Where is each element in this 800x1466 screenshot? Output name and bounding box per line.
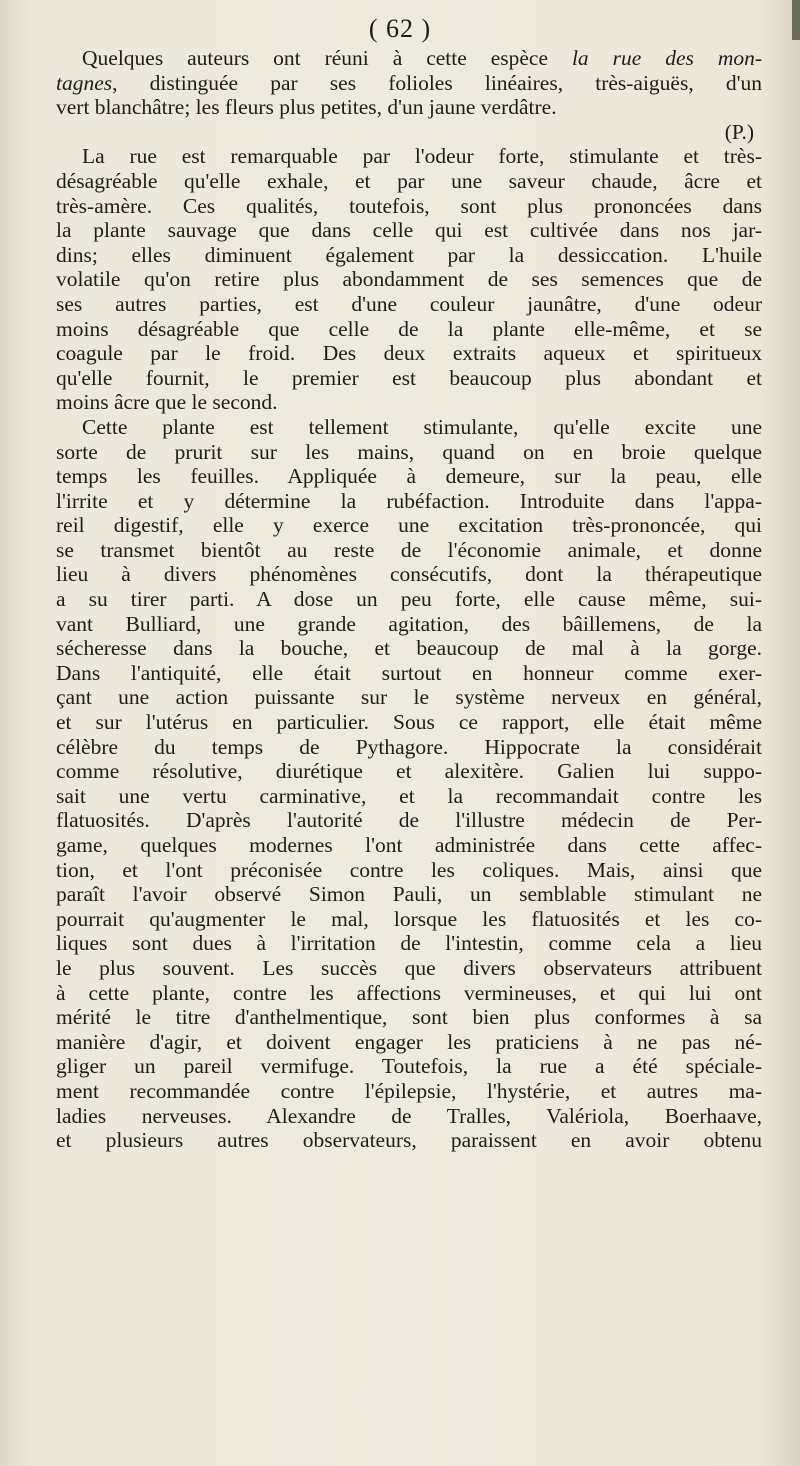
text-line: dins; elles diminuent également par la dessiccation. L'huile: [56, 242, 762, 267]
text-line: le plus souvent. Les succès que divers observateurs attribuent: [56, 955, 762, 980]
text-line: à cette plante, contre les affections vermineuses, et qui lui ont: [56, 980, 762, 1005]
text-line: gliger un pareil vermifuge. Toutefois, la rue a été spéciale-: [56, 1054, 762, 1079]
text-line: tion, et l'ont préconisée contre les coliques. Mais, ainsi que: [56, 857, 762, 882]
text-line: vant Bulliard, une grande agitation, des bâillemens, de la: [56, 611, 762, 636]
text-line: La rue est remarquable par l'odeur forte, stimulante et très-: [82, 144, 762, 169]
text-line: game, quelques modernes l'ont administrée dans cette affec-: [56, 833, 762, 857]
text-line: célèbre du temps de Pythagore. Hippocrate la considérait: [56, 734, 762, 759]
text-line: lieu à divers phénomènes consécutifs, dont la thérapeutique: [56, 562, 762, 587]
text-line: tagnes, distinguée par ses folioles linéaires, très-aiguës, d'un: [56, 70, 762, 95]
text-line: Cette plante est tellement stimulante, qu'elle excite une: [82, 414, 762, 439]
text-line: ses autres parties, est d'une couleur jaunâtre, d'une odeur: [56, 291, 762, 316]
text-line: désagréable qu'elle exhale, et par une saveur chaude, âcre et: [56, 168, 762, 193]
text-line: la plante sauvage que dans celle qui est cultivée dans nos jar-: [56, 218, 762, 243]
text-line: moins désagréable que celle de la plante elle-même, et se: [56, 316, 762, 341]
text-line: pourrait qu'augmenter le mal, lorsque les flatuosités et les co-: [56, 906, 762, 931]
text-line: paraît l'avoir observé Simon Pauli, un semblable stimulant ne: [56, 882, 762, 907]
text-line: Dans l'antiquité, elle était surtout en honneur comme exer-: [56, 660, 762, 685]
text-line: a su tirer parti. A dose un peu forte, elle cause même, sui-: [56, 587, 762, 612]
text-line: liques sont dues à l'irritation de l'intestin, comme cela a lieu: [56, 931, 762, 956]
text-line: manière d'agir, et doivent engager les praticiens à ne pas né-: [56, 1029, 762, 1054]
text-line: mérité le titre d'anthelmentique, sont bien plus conformes à sa: [56, 1005, 762, 1030]
text-line: coagule par le froid. Des deux extraits aqueux et spiritueux: [56, 341, 762, 366]
text-line: çant une action puissante sur le système nerveux en général,: [56, 685, 762, 710]
text-line: ment recommandée contre l'épilepsie, l'hystérie, et autres ma-: [56, 1078, 762, 1103]
text-line: qu'elle fournit, le premier est beaucoup plus abondant et: [56, 365, 762, 390]
text-line: vert blanchâtre; les fleurs plus petites, d'un jaune verdâtre.: [56, 95, 557, 120]
text-line: Quelques auteurs ont réuni à cette espèce la rue des mon-: [82, 46, 762, 70]
text-line: sorte de prurit sur les mains, quand on en broie quelque: [56, 439, 762, 464]
text-line: très-amère. Ces qualités, toutefois, sont plus prononcées dans: [56, 193, 762, 218]
text-line: comme résolutive, diurétique et alexitère. Galien lui suppo-: [56, 759, 762, 784]
text-line: et plusieurs autres observateurs, paraissent en avoir obtenu: [56, 1128, 762, 1153]
body-text: [56, 46, 762, 1153]
text-line: moins âcre que le second.: [56, 390, 278, 415]
text-line: ladies nerveuses. Alexandre de Tralles, Valériola, Boerhaave,: [56, 1103, 762, 1128]
text-line: reil digestif, elle y exerce une excitation très-prononcée, qui: [56, 513, 762, 538]
text-line: flatuosités. D'après l'autorité de l'illustre médecin de Per-: [56, 808, 762, 833]
text-line: se transmet bientôt au reste de l'économie animale, et donne: [56, 537, 762, 562]
author-initial: (P.): [724, 119, 754, 144]
text-line: volatile qu'on retire plus abondamment de ses semences que de: [56, 267, 762, 292]
text-line: sécheresse dans la bouche, et beaucoup de mal à la gorge.: [56, 636, 762, 661]
text-line: l'irrite et y détermine la rubéfaction. Introduite dans l'appa-: [56, 488, 762, 513]
page-number: ( 62 ): [368, 14, 432, 43]
text-line: temps les feuilles. Appliquée à demeure, sur la peau, elle: [56, 464, 762, 489]
text-line: sait une vertu carminative, et la recommandait contre les: [56, 783, 762, 808]
text-line: et sur l'utérus en particulier. Sous ce rapport, elle était même: [56, 710, 762, 735]
